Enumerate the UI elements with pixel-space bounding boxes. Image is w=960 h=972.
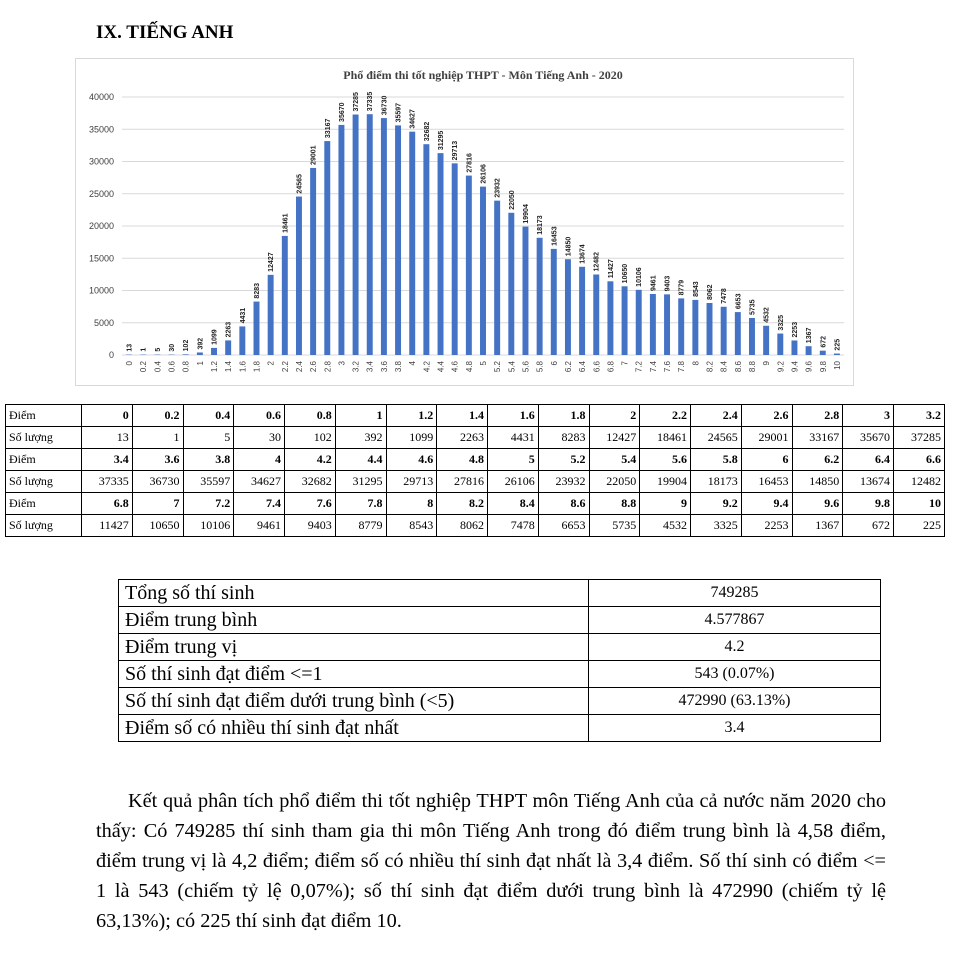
- count-cell: 26106: [488, 471, 539, 493]
- score-cell: 7.6: [285, 493, 336, 515]
- data-label: 4431: [239, 307, 247, 324]
- count-cell: 1367: [792, 515, 843, 537]
- x-tick-label: 5: [479, 361, 488, 366]
- score-row-label: Điểm: [6, 405, 82, 427]
- count-cell: 10106: [183, 515, 234, 537]
- x-tick-label: 1.4: [224, 361, 234, 373]
- score-count-table: [5, 404, 945, 537]
- count-cell: 5735: [589, 515, 640, 537]
- data-label: 9403: [664, 275, 672, 292]
- data-label: 10650: [622, 263, 630, 284]
- bar: [692, 300, 698, 355]
- bar: [324, 141, 330, 355]
- x-tick-label: 3.4: [365, 361, 375, 373]
- bar: [664, 294, 670, 355]
- bar: [579, 267, 585, 355]
- count-cell: 8062: [437, 515, 488, 537]
- x-tick-label: 4.6: [450, 361, 460, 373]
- data-label: 12482: [593, 252, 601, 272]
- score-row-label: Điểm: [6, 493, 82, 515]
- stats-value: 472990 (63.13%): [589, 688, 881, 715]
- count-cell: 672: [843, 515, 894, 537]
- count-cell: 1099: [386, 427, 437, 449]
- stats-value: 4.2: [589, 634, 881, 661]
- stats-row: [119, 715, 881, 742]
- score-row: [6, 493, 945, 515]
- count-cell: 18173: [691, 471, 742, 493]
- count-cell: 12427: [589, 427, 640, 449]
- stats-label: Điểm trung bình: [119, 607, 589, 634]
- data-label: 23932: [494, 178, 502, 198]
- score-cell: 9.6: [792, 493, 843, 515]
- data-label: 35670: [338, 102, 346, 122]
- x-tick-label: 4.4: [436, 361, 446, 373]
- count-cell: 23932: [538, 471, 589, 493]
- score-cell: 6.2: [792, 449, 843, 471]
- data-label: 6653: [735, 293, 743, 310]
- score-cell: 0.2: [132, 405, 183, 427]
- count-cell: 30: [234, 427, 285, 449]
- x-tick-label: 2.8: [323, 361, 333, 373]
- x-tick-label: 6.4: [578, 360, 588, 373]
- data-label: 9461: [650, 275, 658, 291]
- score-cell: 3.8: [183, 449, 234, 471]
- bar: [707, 303, 713, 355]
- y-tick-label: 15000: [88, 253, 114, 264]
- count-row-label: Số lượng: [6, 471, 82, 493]
- y-tick-label: 35000: [88, 124, 114, 135]
- y-tick-label: 20000: [88, 221, 114, 231]
- score-cell: 0.6: [234, 405, 285, 427]
- data-label: 8062: [707, 284, 715, 301]
- score-row-label: Điểm: [6, 449, 82, 471]
- count-cell: 29713: [386, 471, 437, 493]
- data-label: 8283: [253, 282, 261, 299]
- x-tick-label: 3.6: [379, 361, 389, 373]
- stats-row: [119, 607, 881, 634]
- x-tick-label: 3: [337, 361, 347, 366]
- count-cell: 8779: [335, 515, 386, 537]
- x-tick-label: 3.2: [351, 361, 361, 373]
- score-cell: 2.2: [640, 405, 691, 427]
- x-tick-label: 2.2: [280, 361, 290, 373]
- count-row-label: Số lượng: [6, 515, 82, 537]
- stats-value: 3.4: [589, 715, 881, 742]
- data-label: 8543: [692, 281, 700, 297]
- score-cell: 1.6: [488, 405, 539, 427]
- score-cell: 10: [894, 493, 945, 515]
- data-label: 8779: [678, 279, 686, 296]
- count-row: [6, 471, 945, 493]
- data-label: 35597: [395, 102, 403, 123]
- score-cell: 7: [132, 493, 183, 515]
- data-label: 2253: [791, 321, 799, 338]
- score-cell: 1.2: [386, 405, 437, 427]
- bar: [268, 275, 274, 355]
- data-label: 10106: [636, 267, 644, 287]
- x-tick-label: 0.6: [167, 361, 177, 373]
- bar: [806, 346, 812, 355]
- score-cell: 7.2: [183, 493, 234, 515]
- score-cell: 2.4: [691, 405, 742, 427]
- score-cell: 5.4: [589, 449, 640, 471]
- x-tick-label: 8.8: [747, 361, 757, 373]
- score-row: [6, 405, 945, 427]
- stats-row: [119, 688, 881, 715]
- score-cell: 1.4: [437, 405, 488, 427]
- data-label: 1: [140, 347, 148, 352]
- score-cell: 2: [589, 405, 640, 427]
- count-row-label: Số lượng: [6, 427, 82, 449]
- data-label: 30: [169, 343, 177, 352]
- bar: [239, 326, 245, 355]
- stats-value: 749285: [589, 580, 881, 607]
- score-cell: 8: [386, 493, 437, 515]
- data-label: 32682: [423, 121, 431, 142]
- score-cell: 8.8: [589, 493, 640, 515]
- score-cell: 5: [488, 449, 539, 471]
- x-tick-label: 7: [620, 361, 630, 366]
- x-tick-label: 0.4: [153, 361, 163, 373]
- y-tick-label: 10000: [88, 285, 114, 296]
- score-cell: 8.2: [437, 493, 488, 515]
- data-label: 37285: [353, 92, 361, 112]
- count-cell: 37335: [82, 471, 133, 493]
- x-tick-label: 4: [408, 361, 418, 366]
- data-label: 24565: [296, 174, 304, 194]
- data-label: 27816: [466, 153, 474, 173]
- x-tick-label: 8.6: [733, 361, 743, 373]
- bar: [438, 153, 444, 355]
- bar: [834, 354, 840, 355]
- score-cell: 2.6: [741, 405, 792, 427]
- score-cell: 4: [234, 449, 285, 471]
- count-cell: 33167: [792, 427, 843, 449]
- score-cell: 0.8: [285, 405, 336, 427]
- data-label: 672: [820, 335, 828, 348]
- count-cell: 34627: [234, 471, 285, 493]
- score-row: [6, 449, 945, 471]
- score-cell: 4.2: [285, 449, 336, 471]
- score-cell: 4.4: [335, 449, 386, 471]
- data-label: 29001: [310, 145, 318, 165]
- x-tick-label: 2.6: [309, 361, 319, 373]
- chart-svg: [76, 59, 853, 385]
- count-cell: 2263: [437, 427, 488, 449]
- data-label: 14850: [565, 236, 573, 257]
- data-label: 18173: [537, 215, 545, 235]
- count-cell: 16453: [741, 471, 792, 493]
- count-cell: 32682: [285, 471, 336, 493]
- score-cell: 6.6: [894, 449, 945, 471]
- data-label: 1099: [211, 329, 219, 345]
- bar: [565, 259, 571, 355]
- bar: [721, 307, 727, 355]
- x-tick-label: 1.8: [252, 361, 262, 373]
- x-tick-label: 0.8: [181, 361, 191, 373]
- count-cell: 19904: [640, 471, 691, 493]
- x-tick-label: 5.4: [507, 361, 517, 373]
- count-cell: 6653: [538, 515, 589, 537]
- score-cell: 1: [335, 405, 386, 427]
- bar: [466, 176, 472, 355]
- bar: [749, 318, 755, 355]
- score-cell: 6.4: [843, 449, 894, 471]
- count-cell: 24565: [691, 427, 742, 449]
- score-cell: 3: [843, 405, 894, 427]
- x-tick-label: 0.2: [139, 361, 149, 373]
- count-cell: 102: [285, 427, 336, 449]
- x-tick-label: 6.2: [563, 361, 573, 373]
- x-tick-label: 1: [195, 361, 205, 366]
- data-label: 3325: [777, 314, 785, 331]
- count-cell: 10650: [132, 515, 183, 537]
- data-label: 4532: [763, 307, 771, 323]
- score-cell: 0: [82, 405, 133, 427]
- x-tick-label: 9.4: [790, 361, 800, 373]
- score-cell: 9.8: [843, 493, 894, 515]
- data-label: 36730: [381, 95, 389, 116]
- data-label: 2263: [225, 321, 233, 338]
- x-tick-label: 6.6: [592, 361, 602, 373]
- y-tick-label: 25000: [88, 188, 114, 199]
- x-tick-label: 2.4: [294, 361, 304, 373]
- bar: [522, 227, 528, 355]
- data-label: 5: [154, 347, 162, 352]
- bar: [409, 132, 415, 355]
- count-cell: 29001: [741, 427, 792, 449]
- score-cell: 0.4: [183, 405, 234, 427]
- data-label: 22050: [508, 190, 516, 210]
- count-cell: 31295: [335, 471, 386, 493]
- bar: [622, 286, 628, 355]
- count-cell: 37285: [894, 427, 945, 449]
- count-cell: 8283: [538, 427, 589, 449]
- score-cell: 7.8: [335, 493, 386, 515]
- x-tick-label: 1.6: [238, 361, 248, 373]
- bar: [650, 294, 656, 355]
- stats-row: [119, 634, 881, 661]
- data-label: 18461: [282, 213, 290, 233]
- x-tick-label: 1.2: [210, 361, 220, 373]
- data-label: 392: [197, 337, 205, 350]
- score-cell: 4.6: [386, 449, 437, 471]
- count-cell: 18461: [640, 427, 691, 449]
- section-heading: IX. TIẾNG ANH: [96, 22, 234, 43]
- score-cell: 5.8: [691, 449, 742, 471]
- count-cell: 35670: [843, 427, 894, 449]
- count-cell: 4532: [640, 515, 691, 537]
- count-cell: 5: [183, 427, 234, 449]
- score-cell: 9: [640, 493, 691, 515]
- x-tick-label: 7.4: [648, 361, 658, 373]
- data-label: 34627: [409, 109, 417, 129]
- bar: [593, 274, 599, 355]
- count-cell: 22050: [589, 471, 640, 493]
- count-cell: 27816: [437, 471, 488, 493]
- bar: [381, 118, 387, 355]
- x-tick-label: 2: [266, 361, 276, 366]
- data-label: 7478: [721, 288, 729, 304]
- x-tick-label: 9.6: [804, 361, 814, 373]
- count-cell: 13: [82, 427, 133, 449]
- score-cell: 4.8: [437, 449, 488, 471]
- data-label: 5735: [749, 299, 757, 316]
- x-tick-label: 7.8: [677, 361, 687, 373]
- data-label: 13674: [579, 244, 587, 264]
- count-row: [6, 515, 945, 537]
- score-cell: 2.8: [792, 405, 843, 427]
- bar: [607, 281, 613, 355]
- x-tick-label: 9.8: [818, 361, 828, 373]
- bar: [820, 351, 826, 355]
- count-cell: 35597: [183, 471, 234, 493]
- bar: [183, 354, 189, 355]
- bar: [310, 168, 316, 355]
- count-cell: 1: [132, 427, 183, 449]
- x-tick-label: 8: [691, 361, 701, 366]
- data-label: 31295: [438, 130, 446, 151]
- stats-row: [119, 580, 881, 607]
- bar: [480, 187, 486, 355]
- bar: [353, 115, 359, 355]
- bar: [777, 334, 783, 355]
- data-label: 11427: [607, 259, 615, 279]
- bar: [395, 125, 401, 355]
- count-cell: 11427: [82, 515, 133, 537]
- bar: [551, 249, 557, 355]
- count-cell: 3325: [691, 515, 742, 537]
- stats-value: 4.577867: [589, 607, 881, 634]
- score-cell: 1.8: [538, 405, 589, 427]
- score-distribution-chart: [75, 58, 854, 386]
- data-label: 102: [183, 339, 191, 352]
- bar: [452, 163, 458, 355]
- count-cell: 7478: [488, 515, 539, 537]
- data-label: 13: [126, 343, 134, 352]
- bar: [763, 326, 769, 355]
- x-tick-label: 9.2: [776, 361, 786, 373]
- y-tick-label: 5000: [93, 317, 114, 328]
- y-tick-label: 0: [108, 350, 114, 360]
- data-label: 26106: [480, 164, 488, 184]
- bar: [254, 302, 260, 355]
- score-cell: 3.4: [82, 449, 133, 471]
- stats-label: Điểm số có nhiều thí sinh đạt nhất: [119, 715, 589, 742]
- count-cell: 12482: [894, 471, 945, 493]
- count-cell: 13674: [843, 471, 894, 493]
- x-tick-label: 7.2: [634, 361, 644, 373]
- stats-label: Tổng số thí sinh: [119, 580, 589, 607]
- x-tick-label: 6.8: [606, 361, 616, 373]
- y-tick-label: 30000: [88, 156, 114, 167]
- stats-value: 543 (0.07%): [589, 661, 881, 688]
- data-label: 225: [834, 338, 842, 351]
- data-label: 19904: [522, 204, 530, 224]
- x-tick-label: 6: [549, 361, 559, 366]
- summary-stats-table: [118, 579, 881, 742]
- x-tick-label: 0: [125, 361, 135, 366]
- count-cell: 4431: [488, 427, 539, 449]
- score-cell: 5.2: [538, 449, 589, 471]
- score-cell: 8.4: [488, 493, 539, 515]
- count-cell: 9403: [285, 515, 336, 537]
- count-cell: 14850: [792, 471, 843, 493]
- data-label: 16453: [551, 226, 559, 246]
- count-cell: 8543: [386, 515, 437, 537]
- count-cell: 2253: [741, 515, 792, 537]
- score-cell: 7.4: [234, 493, 285, 515]
- data-label: 33167: [324, 118, 332, 139]
- bar: [423, 144, 429, 355]
- bar: [225, 340, 231, 355]
- score-cell: 6: [741, 449, 792, 471]
- count-cell: 225: [894, 515, 945, 537]
- x-tick-label: 5.8: [535, 361, 545, 373]
- x-tick-label: 4.8: [464, 361, 474, 373]
- data-label: 1367: [806, 327, 814, 344]
- count-row: [6, 427, 945, 449]
- x-tick-label: 8.4: [719, 361, 729, 373]
- x-tick-label: 7.6: [663, 361, 673, 373]
- x-tick-label: 4.2: [422, 361, 432, 373]
- bar: [636, 290, 642, 355]
- bar: [296, 197, 302, 355]
- bar: [791, 340, 797, 355]
- count-cell: 9461: [234, 515, 285, 537]
- bar: [338, 125, 344, 355]
- score-cell: 9.4: [741, 493, 792, 515]
- bar: [367, 114, 373, 355]
- stats-row: [119, 661, 881, 688]
- x-tick-label: 5.6: [521, 361, 531, 373]
- bar: [211, 348, 217, 355]
- analysis-paragraph: Kết quả phân tích phổ điểm thi tốt nghiệp THPT môn Tiếng Anh của cả nước năm 2020 cho thấy: Có 749285 thí sinh tham gia thi môn Tiếng Anh trong đó điểm trung bình là 4,58 điểm, điểm trung vị là 4,2 điểm; điểm số có nhiều thí sinh đạt nhất là 3,4 điểm. Số thí sinh có điểm <= 1 là 543 (chiếm tỷ lệ 0,07%); số thí sinh đạt điểm dưới trung bình là 472990 (chiếm tỷ lệ 63,13%); có 225 thí sinh đạt điểm 10.: [96, 790, 886, 932]
- score-cell: 5.6: [640, 449, 691, 471]
- bar: [735, 312, 741, 355]
- score-cell: 6.8: [82, 493, 133, 515]
- data-label: 29713: [452, 140, 460, 161]
- bar: [197, 352, 203, 355]
- score-cell: 3.2: [894, 405, 945, 427]
- stats-label: Điểm trung vị: [119, 634, 589, 661]
- chart-title: Phổ điểm thi tốt nghiệp THPT - Môn Tiếng Anh - 2020: [343, 68, 623, 82]
- data-label: 37335: [367, 91, 375, 112]
- score-cell: 9.2: [691, 493, 742, 515]
- x-tick-label: 8.2: [705, 361, 715, 373]
- bar: [537, 238, 543, 355]
- stats-label: Số thí sinh đạt điểm dưới trung bình (<5): [119, 688, 589, 715]
- x-tick-label: 3.8: [394, 361, 404, 373]
- score-cell: 8.6: [538, 493, 589, 515]
- bar: [508, 213, 514, 355]
- stats-label: Số thí sinh đạt điểm <=1: [119, 661, 589, 688]
- data-label: 12427: [268, 252, 276, 272]
- x-tick-label: 9: [762, 361, 772, 366]
- count-cell: 392: [335, 427, 386, 449]
- x-tick-label: 5.2: [493, 361, 503, 373]
- x-tick-label: 10: [832, 361, 842, 370]
- bar: [494, 201, 500, 355]
- score-cell: 3.6: [132, 449, 183, 471]
- bar: [282, 236, 288, 355]
- y-tick-label: 40000: [88, 92, 114, 102]
- count-cell: 36730: [132, 471, 183, 493]
- bar: [678, 298, 684, 355]
